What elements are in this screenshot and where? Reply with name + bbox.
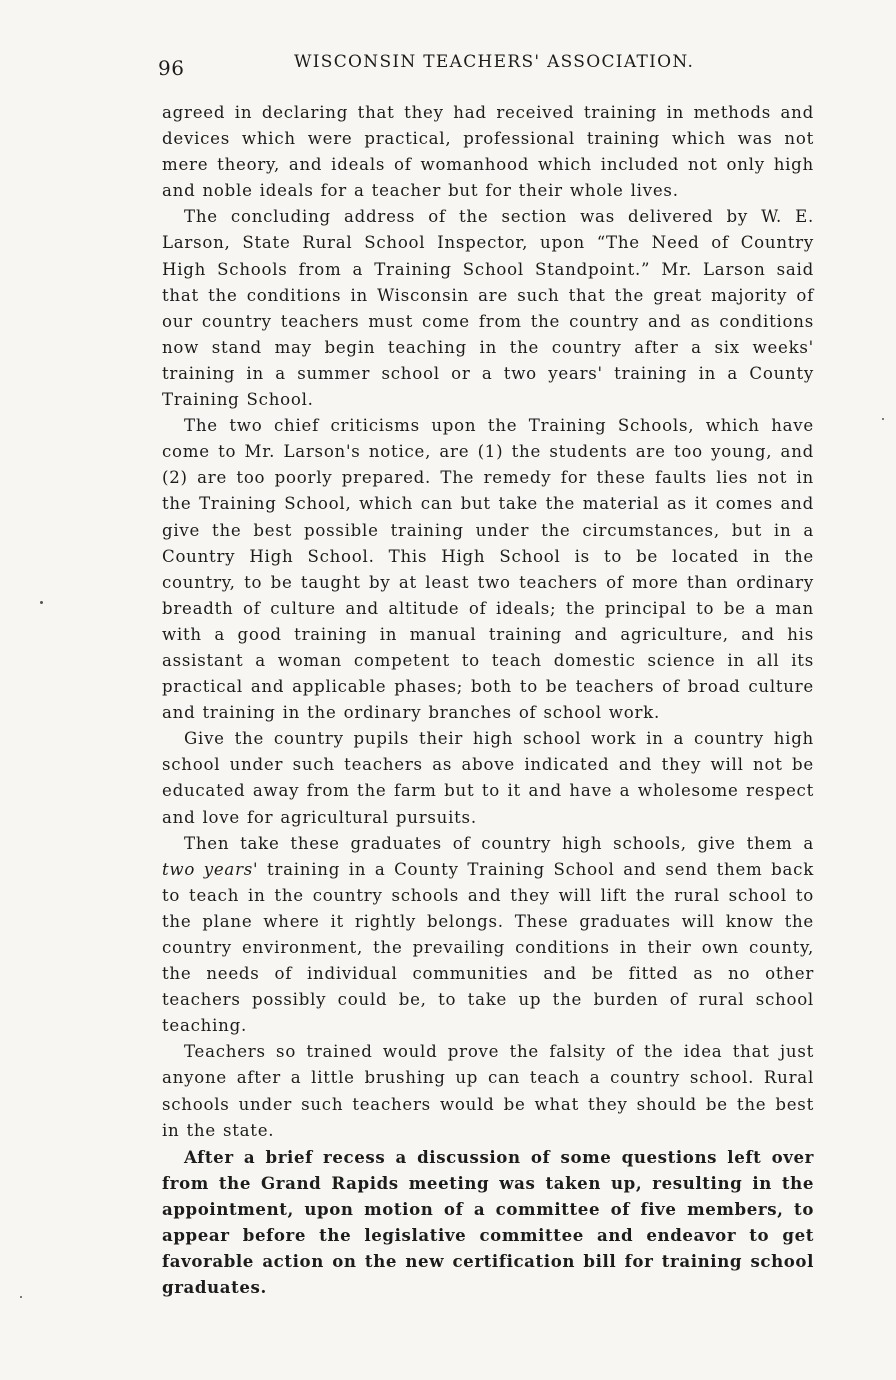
paragraph-text: training in a County Training School and send them back to teach in the country schools and they will lift the rural school to the plane where it rightly belongs. These graduates will know the country environment, the prevailing conditions in their own county, the needs of individual communities and be fitted as no other teachers possibly could be, to take up the burden of rural school teaching. xyxy=(162,859,814,1036)
scan-speck xyxy=(40,601,43,604)
running-head xyxy=(158,52,818,82)
scan-speck xyxy=(882,418,884,420)
paragraph-after-recess: After a brief recess a discussion of some questions left over from the Grand Rapids meeting was taken up, resulting in the appointment, upon motion of a committee of five members, to appear before the legislative committee and endeavor to get favorable action on the new certification bill for training school graduates. xyxy=(162,1146,814,1298)
body-text xyxy=(162,100,814,1300)
scan-speck xyxy=(20,1296,22,1298)
emphasis-text: two years' xyxy=(162,859,259,879)
paragraph-larson-address: The concluding address of the section was delivered by W. E. Larson, State Rural School Inspector, upon “The Need of Country High Schools from a Training School Standpoint.” Mr. Larson said that the conditions in Wisconsin are such that the great majority of our country teachers must come from the country and as conditions now stand may begin teaching in the country after a six weeks' training in a summer school or a two years' training in a County Training School. xyxy=(162,207,814,410)
paragraph-chief-criticisms: The two chief criticisms upon the Training Schools, which have come to Mr. Larson's notice, are (1) the students are too young, and (2) are too poorly prepared. The remedy for these faults lies not in the Training School, which can but take the material as it comes and give the best possible training under the circumstances, but in a Country High School. This High School is to be located in the country, to be taught by at least two teachers of more than ordinary breadth of culture and altitude of ideals; the principal to be a man with a good training in manual training and agriculture, and his assistant a woman competent to teach domestic science in all its practical and applicable phases; both to be teachers of broad culture and training in the ordinary branches of school work. xyxy=(162,416,814,723)
paragraph-teachers-so-trained: Teachers so trained would prove the falsity of the idea that just anyone after a little brushing up can teach a country school. Rural schools under such teachers would be what they should be the best in the state. xyxy=(162,1042,814,1140)
paragraph-county-training-graduates xyxy=(162,831,814,1040)
paragraph-country-pupils: Give the country pupils their high school work in a country high school under such teachers as above indicated and they will not be educated away from the farm but to it and have a wholesome respect and love for agricultural pursuits. xyxy=(162,729,814,827)
journal-title: WISCONSIN TEACHERS' ASSOCIATION. xyxy=(294,52,695,72)
paragraph-methods-and-ideals: agreed in declaring that they had received training in methods and devices which were practical, professional training which was not mere theory, and ideals of womanhood which included not only high and noble ideals for a teacher but for their whole lives. xyxy=(162,103,814,201)
paragraph-text: Then take these graduates of country high schools, give them a xyxy=(184,833,814,853)
page-number: 96 xyxy=(158,56,185,80)
